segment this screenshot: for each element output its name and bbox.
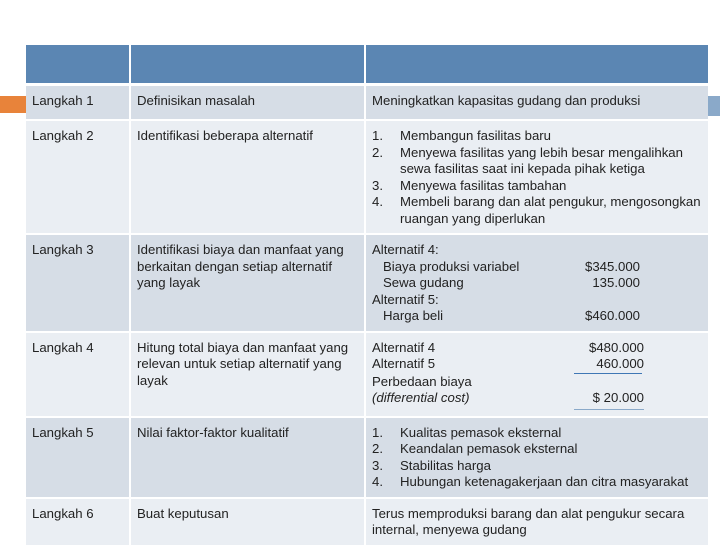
- list-item: 1. Membangun fasilitas baru: [372, 128, 552, 143]
- alt4-label: Alternatif 4:: [372, 242, 439, 257]
- accent-bar-left: [0, 96, 26, 113]
- step-cell: Langkah 4: [26, 333, 131, 418]
- step-cell: Langkah 2: [26, 121, 131, 235]
- total-line: Alternatif 5 460.000: [372, 356, 644, 371]
- header-cell-action: [131, 45, 366, 86]
- detail-cell: [366, 235, 708, 333]
- detail-cell: [366, 333, 708, 418]
- detail-cell: Meningkatkan kapasitas gudang dan produksi: [366, 86, 708, 121]
- step-cell: Langkah 1: [26, 86, 131, 121]
- table-row: [26, 121, 708, 235]
- action-cell: Definisikan masalah: [131, 86, 366, 121]
- step-cell: Langkah 3: [26, 235, 131, 333]
- list-item: 1. Kualitas pemasok eksternal: [372, 424, 562, 440]
- action-cell: Identifikasi biaya dan manfaat yang berkaitan dengan setiap alternatif yang layak: [131, 235, 366, 333]
- action-cell: Nilai faktor-faktor kualitatif: [131, 418, 366, 499]
- table-header-row: [26, 45, 708, 86]
- accent-bar-right: [708, 96, 720, 116]
- table-row: [26, 235, 708, 333]
- header-cell-detail: [366, 45, 708, 86]
- table-row: [26, 333, 708, 418]
- step-cell: Langkah 6: [26, 499, 131, 547]
- action-cell: Hitung total biaya dan manfaat yang relevan untuk setiap alternatif yang layak: [131, 333, 366, 418]
- detail-cell: [366, 418, 708, 499]
- total-line: Alternatif 4 $480.000: [372, 339, 644, 355]
- list-item: 2. Menyewa fasilitas yang lebih besar mengalihkan sewa fasilitas saat ini kepada pihak ketiga: [372, 144, 683, 176]
- qualitative-factors-list: [372, 425, 704, 491]
- list-item: 3. Menyewa fasilitas tambahan: [372, 177, 567, 193]
- decision-steps-table: [26, 45, 708, 547]
- alt5-label: Alternatif 5:: [372, 291, 439, 307]
- table-row: [26, 418, 708, 499]
- list-item: 3. Stabilitas harga: [372, 457, 491, 473]
- diff-label: Perbedaan biaya: [372, 373, 472, 389]
- cost-line: Biaya produksi variabel $345.000: [383, 258, 640, 274]
- double-rule: [574, 409, 644, 410]
- list-item: 4. Hubungan ketenagakerjaan dan citra masyarakat: [372, 474, 689, 489]
- step-cell: Langkah 5: [26, 418, 131, 499]
- table-row: [26, 499, 708, 547]
- table-row: [26, 86, 708, 121]
- detail-cell: [366, 121, 708, 235]
- action-cell: Buat keputusan: [131, 499, 366, 547]
- alternatives-list: [372, 128, 704, 227]
- cost-line: Harga beli $460.000: [383, 308, 640, 323]
- list-item: 2. Keandalan pemasok eksternal: [372, 441, 578, 456]
- list-item: 4. Membeli barang dan alat pengukur, mengosongkan ruangan yang diperlukan: [372, 194, 701, 226]
- action-cell: Identifikasi beberapa alternatif: [131, 121, 366, 235]
- header-cell-step: [26, 45, 131, 86]
- detail-cell: Terus memproduksi barang dan alat pengukur secara internal, menyewa gudang: [366, 499, 708, 547]
- cost-line: Sewa gudang 135.000: [383, 275, 640, 290]
- diff-line: (differential cost) $ 20.000: [372, 390, 644, 405]
